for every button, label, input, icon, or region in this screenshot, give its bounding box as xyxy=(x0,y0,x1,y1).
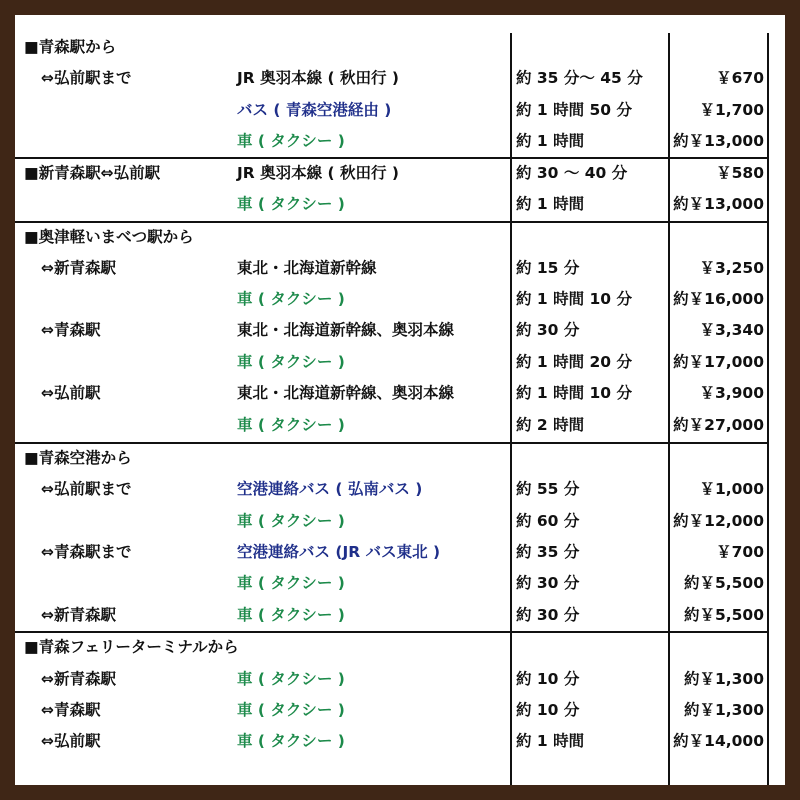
origin-label: ■青森空港から xyxy=(24,449,132,467)
route-row xyxy=(15,664,785,695)
fare: ￥580 xyxy=(716,164,764,182)
transport-means: 車 ( タクシー ) xyxy=(237,353,345,371)
travel-time: 約 30 分 xyxy=(516,574,580,592)
travel-time: 約 2 時間 xyxy=(516,416,585,434)
fare: 約￥13,000 xyxy=(673,195,764,213)
destination-label: ⇔青森駅 xyxy=(41,701,101,719)
transport-means: 空港連絡バス (JR バス東北 ) xyxy=(237,543,441,561)
fare: ￥1,700 xyxy=(699,101,764,119)
route-row xyxy=(15,126,785,157)
transport-means: バス ( 青森空港経由 ) xyxy=(237,101,392,119)
travel-time: 約 10 分 xyxy=(516,670,580,688)
section-header xyxy=(15,632,785,663)
transport-means: 車 ( タクシー ) xyxy=(237,732,345,750)
transport-means: 車 ( タクシー ) xyxy=(237,574,345,592)
route-row xyxy=(15,506,785,537)
route-row xyxy=(15,253,785,284)
fare: ￥3,900 xyxy=(699,384,764,402)
fare: 約￥1,300 xyxy=(683,701,764,719)
fare: 約￥16,000 xyxy=(673,290,764,308)
travel-time: 約 60 分 xyxy=(516,512,580,530)
transport-means: 東北・北海道新幹線、奥羽本線 xyxy=(237,321,455,339)
origin-label: ■青森フェリーターミナルから xyxy=(24,638,239,656)
destination-label: ⇔新青森駅 xyxy=(41,606,116,624)
route-row xyxy=(15,410,785,441)
route-row xyxy=(15,63,785,94)
travel-time: 約 1 時間 xyxy=(516,132,585,150)
route-row xyxy=(15,537,785,568)
destination-label: ⇔新青森駅 xyxy=(41,259,116,277)
fare: 約￥17,000 xyxy=(673,353,764,371)
fare: 約￥13,000 xyxy=(673,132,764,150)
route-row xyxy=(15,726,785,757)
origin-label: ■奥津軽いまべつ駅から xyxy=(24,228,194,246)
transport-means: 車 ( タクシー ) xyxy=(237,512,345,530)
section-header xyxy=(15,222,785,253)
transport-means: 車 ( タクシー ) xyxy=(237,290,345,308)
section-header xyxy=(15,32,785,63)
route-row xyxy=(15,568,785,599)
route-row xyxy=(15,158,785,189)
destination-label: ⇔新青森駅 xyxy=(41,670,116,688)
transport-means: JR 奥羽本線 ( 秋田行 ) xyxy=(237,164,399,182)
access-table xyxy=(15,15,785,785)
transport-means: 東北・北海道新幹線 xyxy=(237,259,377,277)
fare: ￥670 xyxy=(716,69,764,87)
fare: 約￥27,000 xyxy=(673,416,764,434)
fare: 約￥5,500 xyxy=(683,606,764,624)
fare: 約￥12,000 xyxy=(673,512,764,530)
travel-time: 約 1 時間 xyxy=(516,732,585,750)
route-row xyxy=(15,600,785,631)
fare: ￥1,000 xyxy=(699,480,764,498)
travel-time: 約 35 分 xyxy=(516,543,580,561)
route-row xyxy=(15,284,785,315)
route-row xyxy=(15,315,785,346)
destination-label: ⇔弘前駅 xyxy=(41,384,101,402)
transport-means: JR 奥羽本線 ( 秋田行 ) xyxy=(237,69,399,87)
route-row xyxy=(15,95,785,126)
travel-time: 約 55 分 xyxy=(516,480,580,498)
destination-label: ⇔弘前駅 xyxy=(41,732,101,750)
transport-means: 車 ( タクシー ) xyxy=(237,195,345,213)
travel-time: 約 30 分 xyxy=(516,606,580,624)
fare: ￥3,340 xyxy=(699,321,764,339)
fare: 約￥1,300 xyxy=(683,670,764,688)
fare: ￥700 xyxy=(716,543,764,561)
route-row xyxy=(15,695,785,726)
route-row xyxy=(15,347,785,378)
transport-means: 車 ( タクシー ) xyxy=(237,701,345,719)
travel-time: 約 35 分〜 45 分 xyxy=(516,69,643,87)
destination-label: ⇔弘前駅まで xyxy=(41,480,132,498)
travel-time: 約 30 分 xyxy=(516,321,580,339)
travel-time: 約 1 時間 20 分 xyxy=(516,353,632,371)
travel-time: 約 15 分 xyxy=(516,259,580,277)
section-header xyxy=(15,443,785,474)
transport-means: 車 ( タクシー ) xyxy=(237,670,345,688)
travel-time: 約 1 時間 10 分 xyxy=(516,384,632,402)
travel-time: 約 30 〜 40 分 xyxy=(516,164,628,182)
fare: 約￥14,000 xyxy=(673,732,764,750)
origin-label: ■青森駅から xyxy=(24,38,117,56)
destination-label: ⇔青森駅まで xyxy=(41,543,132,561)
origin-label: ■新青森駅⇔弘前駅 xyxy=(24,164,161,182)
transport-means: 空港連絡バス ( 弘南バス ) xyxy=(237,480,423,498)
route-row xyxy=(15,378,785,409)
travel-time: 約 10 分 xyxy=(516,701,580,719)
fare: ￥3,250 xyxy=(699,259,764,277)
route-row xyxy=(15,189,785,220)
transport-means: 車 ( タクシー ) xyxy=(237,606,345,624)
fare: 約￥5,500 xyxy=(683,574,764,592)
transport-means: 車 ( タクシー ) xyxy=(237,132,345,150)
destination-label: ⇔弘前駅まで xyxy=(41,69,132,87)
route-row xyxy=(15,474,785,505)
travel-time: 約 1 時間 50 分 xyxy=(516,101,632,119)
travel-time: 約 1 時間 10 分 xyxy=(516,290,632,308)
transport-means: 東北・北海道新幹線、奥羽本線 xyxy=(237,384,455,402)
travel-time: 約 1 時間 xyxy=(516,195,585,213)
transport-means: 車 ( タクシー ) xyxy=(237,416,345,434)
destination-label: ⇔青森駅 xyxy=(41,321,101,339)
